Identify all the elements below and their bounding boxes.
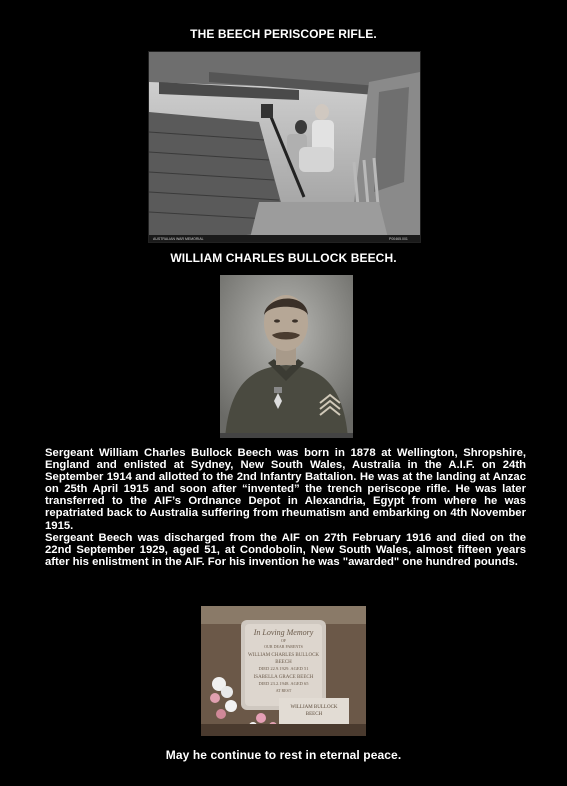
person-name-heading: WILLIAM CHARLES BULLOCK BEECH. — [170, 251, 397, 265]
inscription-line: In Loving Memory — [253, 628, 314, 637]
inscription-line: DIED 23.2.1948. AGED 65 — [258, 681, 309, 686]
portrait-photo — [220, 275, 353, 438]
headstone-image — [201, 606, 366, 736]
trench-periscope-rifle-photo — [148, 51, 421, 243]
inscription-line: DIED 22.9.1929. AGED 51 — [258, 666, 309, 671]
trench-photo-caption-right: P00465.001 — [389, 237, 408, 241]
inscription-line: OF — [280, 638, 287, 643]
closing-line: May he continue to rest in eternal peace. — [165, 748, 402, 762]
headstone-photo — [201, 606, 366, 736]
inscription-line: WILLIAM CHARLES BULLOCK — [247, 653, 320, 658]
plaque-line: BEECH — [305, 712, 323, 717]
inscription-line: AT REST — [275, 688, 292, 693]
biography-paragraph: Sergeant Beech was discharged from the AIF on 27th February 1916 and died on the 22nd September 1929, aged 51, at Condobolin, New South Wales, almost fifteen years after his enlistment in the AIF. For his invention he was "awarded" one hundred pounds. — [45, 531, 526, 568]
trench-photo-caption-left: AUSTRALIAN WAR MEMORIAL — [153, 237, 204, 241]
biography-text — [45, 447, 526, 568]
inscription-line: OUR DEAR PARENTS — [264, 644, 303, 649]
page-title: THE BEECH PERISCOPE RIFLE. — [190, 27, 377, 41]
plaque-line: WILLIAM BULLOCK — [290, 705, 338, 710]
inscription-line: BEECH — [275, 660, 292, 665]
trench-photo-image — [149, 52, 420, 242]
biography-paragraph: Sergeant William Charles Bullock Beech was born in 1878 at Wellington, Shropshire, England and enlisted at Sydney, New South Wales, Australia in the A.I.F. on 24th September 1914 and allotted to the 2nd Infantry Battalion. He was at the landing at Anzac on 25th April 1915 and soon after “invented” the trench periscope rifle. He was later transferred to the AIF’s Ordnance Depot in Alexandria, Egypt from where he was repatriated back to Australia suffering from rheumatism and embarking on 4th November 1915. — [45, 447, 526, 532]
portrait-image — [220, 275, 353, 438]
inscription-line: ISABELLA GRACE BEECH — [253, 675, 314, 680]
